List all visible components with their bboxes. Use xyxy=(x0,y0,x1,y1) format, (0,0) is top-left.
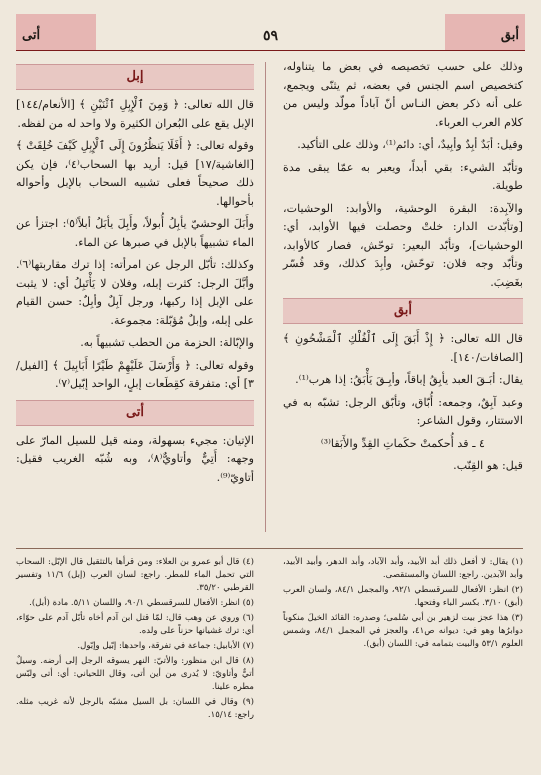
section-heading-abaq: أبق xyxy=(283,298,523,324)
footnote: (٣) هذا عجز بيت لزهير بن أبي سُلمى؛ وصدره: القائد الخيلَ منكوباً دوابرُها وهو في: ديوانه ص٤١، والعجز في المجمل ٨٤/١، وشمس العلوم ٥٣/١ والبيت بتمامه في: اللسان (أبق). xyxy=(283,613,523,649)
footnote: (٤) قال أبو عمرو بن العلاء: ومن قرأها بالتثقيل قال الإبّل: السحاب التي تحمل الماء للمطر. راجع: لسان العرب (إبل) ١١/٦ وتفسير القرطبي ٣٥/٢٠. xyxy=(16,557,255,593)
paragraph: والآبِدة: البقرة الوحشية، والأوابد: الوحشيات، [وتأبّدت الدار: خلتْ وحصلت فيها الأوابد، أي: الوحشيات]، وتأبّد البعير: توحّش، فصار كالأوابد، وتأبّد وجه فلان: توحّش، وأبِدَ كذلك، وقد فُسّر بغَضِبَ. xyxy=(283,201,523,289)
header-rule xyxy=(16,50,525,51)
paragraph: وذلك على حسب تخصيصه في بعض ما يتناوله، كتخصيص اسم الجنس في بعضه، ثم يثنّى ويجمع، على أنه ذكر بعض النـاس أنّ آباداً مولّد وليس من كلام العرب العرباء. xyxy=(283,60,523,129)
paragraph: وقوله تعالى: ﴿ وَأَرْسَلَ عَلَيْهِمْ طَيْرًا أَبَابِيلَ ﴾ [الفيل/٣] أي: متفرقة كقِطَعات إبلٍ، الواحد إبّيل⁽٧⁾. xyxy=(16,358,254,390)
section-heading-ibil: إبل xyxy=(16,64,254,90)
right-column xyxy=(283,58,523,480)
footnote-separator xyxy=(16,548,523,549)
paragraph: والإبّالة: الحزمة من الحطب تشبيهاً به. xyxy=(80,336,254,349)
page-number: ٥٩ xyxy=(262,28,279,44)
running-head-right: أبق xyxy=(500,28,519,43)
paragraph: قال الله تعالى: ﴿ إِذْ أَبَقَ إِلَى ٱلْفُلْكِ ٱلْمَشْحُونِ ﴾ [الصافات/١٤٠]. xyxy=(283,332,523,364)
section-heading-ata: أتى xyxy=(16,400,254,426)
footnotes-right xyxy=(283,556,523,653)
paragraph: قيل: هو القِنّب. xyxy=(453,459,523,472)
paragraph: قال الله تعالى: ﴿ وَمِنَ ٱلْإِبِلِ ٱثْنَيْنِ ﴾ [الأنعام/١٤٤] الإبل يقع على البُعران الكثيرة ولا واحد له من لفظه. xyxy=(16,98,254,130)
paragraph: وقيل: أبَدٌ أبِدٌ وأبِيدٌ، أي: دائم⁽¹⁾، وذلك على التأكيد. xyxy=(297,138,523,151)
footnote: (٥) انظر: الأفعال للسرقسطي ٩٠/١، واللسان ٥/١١. مادة (أبل). xyxy=(29,598,254,608)
paragraph: وكذلك: تأبّل الرجل عن امرأته: إذا ترك مقاربتها⁽٦⁾. وأبَّلَ الرجل: كثرت إبله، وفلان لا يَأْتَبِلُ أي: لا يثبت على الإبل إذا ركبها، ورجل آبِلٌ وأبِلٌ: حسن القيام على إبله، وإبلٌ مُؤبّلة: مجموعة. xyxy=(16,258,254,327)
poetry-verse: ٤ ـ قد أُحكمتْ حكَماتِ القِدِّ والأَبَقا⁽³⁾ xyxy=(320,436,486,450)
footnote: (١) يقال: لا أفعل ذلك أبد الأبيد، وأبد الآباد، وأبد الدهر، وأبيد الأبيد، وأبد الآبدين. راجع: اللسان والمستقصى. xyxy=(283,557,523,580)
paragraph: يقال: أبَـقَ العبد يأبِقُ إباقاً، وأبِـقَ يَأْبَقُ: إذا هرب⁽¹⁾. xyxy=(295,373,523,386)
footnote: (٩) وقال في اللسان: بل السيل مشبّه بالرجل لأنه غريب مثله. راجع: ١٥/١٤. xyxy=(16,697,254,720)
left-column xyxy=(16,58,254,491)
column-divider xyxy=(265,62,266,532)
footnotes-left xyxy=(16,556,254,724)
page-header xyxy=(16,14,525,54)
footnote: (٦) وروي عن وهب قال: لمّا قتل ابن آدم أخاه تأبّل آدم على حوّاء، أي: ترك غشيانها حزناً على ولده. xyxy=(16,613,254,636)
paragraph: وعبد آبِقٌ، وجمعه: أُبّاق، وتأبّق الرجل: تشبّه به في الاستتار، وقول الشاعر: xyxy=(283,395,523,427)
footnote: (٨) قال ابن منظور: والأتيّ: النهر يسوقه الرجل إلى أرضه. وسيلٌ أتيٌّ وأتاويّ: لا يُدرى من أين أتى، وقال اللحياني: أي: أتى ولبّس مطره علينا. xyxy=(16,656,254,692)
footnote: (٧) الأبابيل: جماعة في تفرقة، واحدها: إبّيل وإبّول. xyxy=(77,641,254,651)
paragraph: الإتيان: مجيء بسهولة، ومنه قيل للسيل المارّ على وجهه: أَتِيٌّ وأتاويٌّ⁽٨⁾، وبه شُبّه الغريب فقيل: أتاويّ⁽⁹⁾. xyxy=(16,433,255,484)
footnote: (٢) انظر: الأفعال للسرقسطي ٩٢/١، والمجمل ٨٤/١، ولسان العرب (أبق) ٣/١٠. بكسر الباء وفتحها. xyxy=(283,585,523,608)
paragraph: وأَبَلَ الوحشيّ يأبِلُ أُبولاً، وأَبِلَ يأبَلُ أبلاً⁽٥⁾: اجتزأ عن الماء تشبيهاً بالإبل في صبرها عن الماء. xyxy=(16,217,254,249)
paragraph: وقوله تعالى: ﴿ أَفَلَا يَنظُرُونَ إِلَى ٱلْإِبِلِ كَيْفَ خُلِقَتْ ﴾ [الغاشية/١٧] قيل: أريد بها السحاب⁽٤⁾، فإن يكن ذلك صحيحاً فعلى تشبيه السحاب بالإبل وأحواله بأحوالها. xyxy=(16,139,254,208)
paragraph: وتأبّد الشيء: بقي أبداً، ويعبر به عمّا يبقى مدة طويلة. xyxy=(283,160,523,192)
running-head-left: أتى xyxy=(22,28,41,43)
